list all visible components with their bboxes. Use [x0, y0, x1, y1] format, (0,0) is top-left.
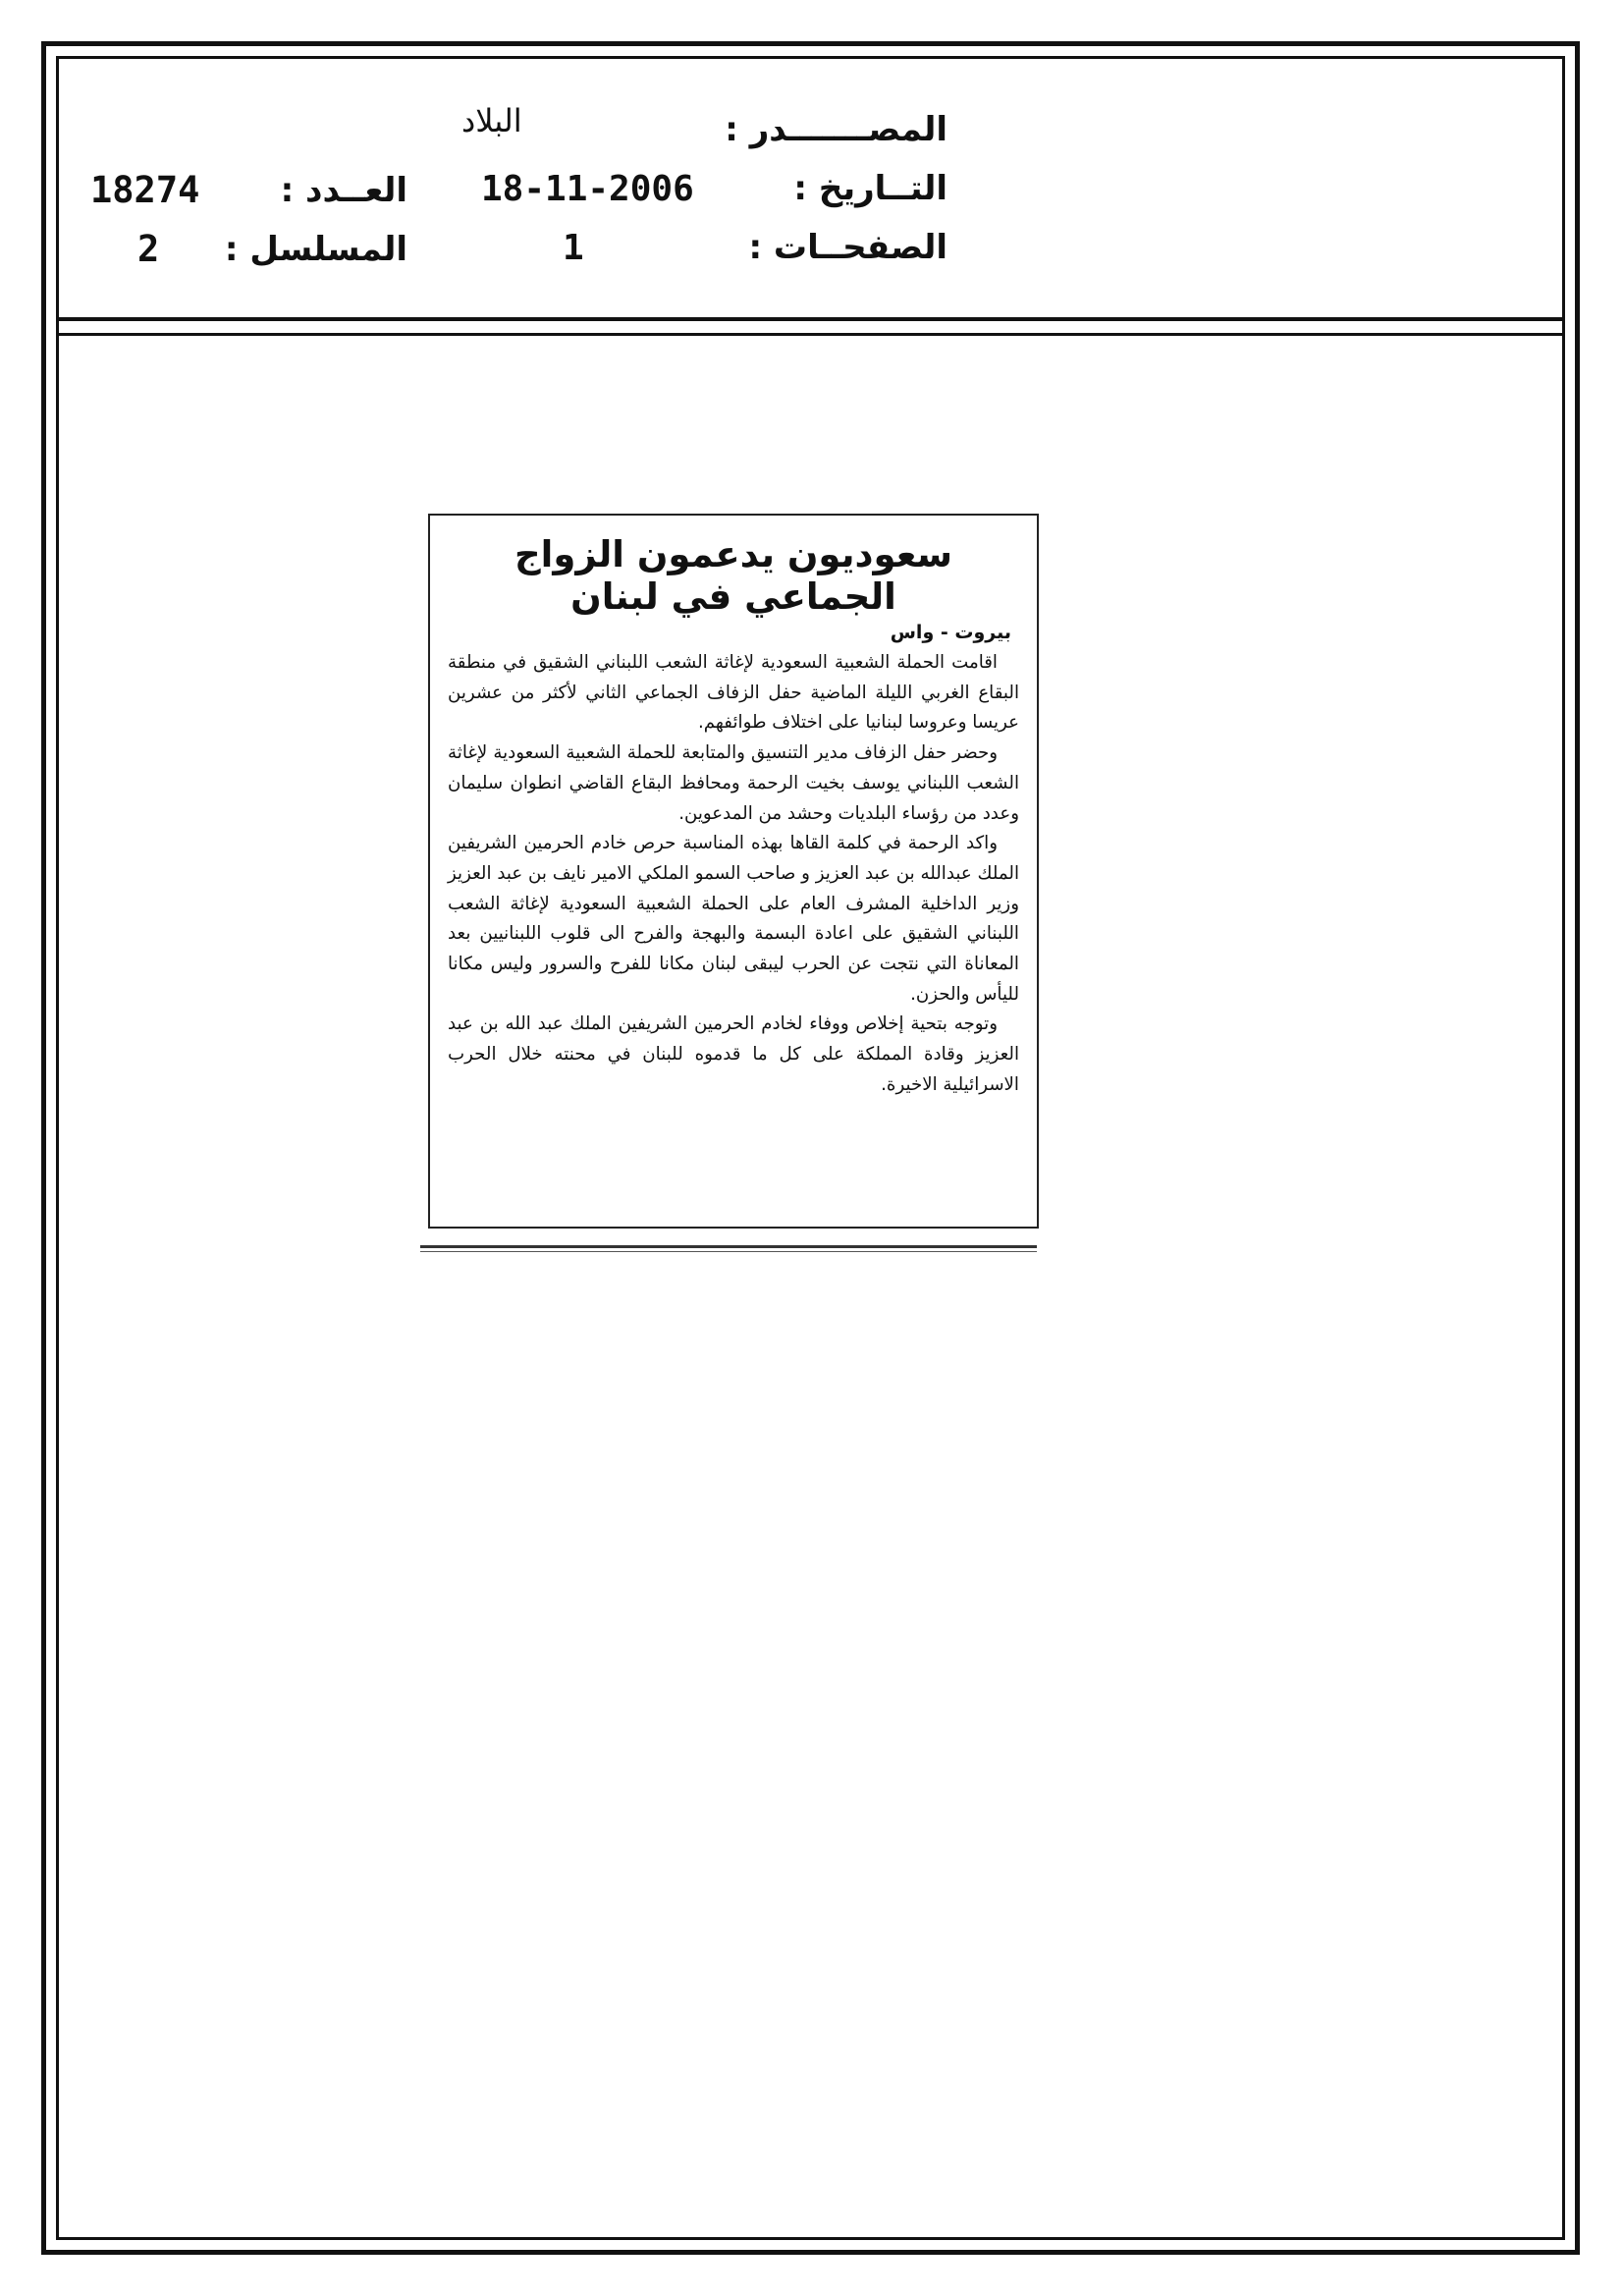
clipping-paragraph: وحضر حفل الزفاف مدير التنسيق والمتابعة للحملة الشعبية السعودية لإغاثة الشعب اللبناني يوسف بخيت الرحمة ومحافظ البقاع القاضي انطوان سليمان وعدد من رؤساء البلديات وحشد من المدعوين.	[448, 742, 1019, 824]
clipping-bottom-rule	[420, 1245, 1037, 1248]
date-label: التــاريخ :	[793, 169, 947, 208]
serial-value: 2	[137, 228, 160, 270]
issue-value: 18274	[90, 169, 200, 211]
header-divider	[56, 317, 1565, 321]
clipping-body	[448, 648, 1019, 1101]
clipping-paragraph: اقامت الحملة الشعبية السعودية لإغاثة الشعب اللبناني الشقيق في منطقة البقاع الغربي الليلة الماضية حفل الزفاف الجماعي الثاني لأكثر من عشرين عريسا وعروسا لبنانيا على اختلاف طوائفهم.	[448, 652, 1019, 734]
clipping-paragraph: وتوجه بتحية إخلاص ووفاء لخادم الحرمين الشريفين الملك عبد الله بن عبد العزيز وقادة المملكة على كل ما قدموه للبنان في محنته خلال الحرب الاسرائيلية الاخيرة.	[448, 1013, 1019, 1095]
date-value: 18-11-2006	[481, 169, 694, 209]
issue-label: العــدد :	[280, 171, 407, 210]
header-divider-inner	[56, 333, 1565, 336]
clipping-title: سعوديون يدعمون الزواج الجماعي في لبنان	[514, 533, 952, 618]
clipping-paragraph: واكد الرحمة في كلمة القاها بهذه المناسبة حرص خادم الحرمين الشريفين الملك عبدالله بن عبد العزيز و صاحب السمو الملكي الامير نايف بن عبد العزيز وزير الداخلية المشرف العام على الحملة الشعبية السعودية لإغاثة الشعب اللبناني الشقيق على اعادة البسمة والبهجة والفرح الى قلوب اللبنانيين بعد المعاناة التي نتجت عن الحرب ليبقى لبنان مكانا للفرح والسرور وليس مكانا لليأس والحزن.	[448, 833, 1019, 1005]
pages-label: الصفحــات :	[748, 228, 947, 267]
source-value: البلاد	[461, 102, 522, 139]
pages-value: 1	[563, 228, 584, 268]
serial-label: المسلسل :	[224, 230, 407, 269]
clipping-byline: بيروت - واس	[890, 622, 1011, 643]
newspaper-clipping	[428, 514, 1039, 1229]
source-label: المصـــــــدر :	[725, 110, 947, 149]
clipping-bottom-rule-thin	[420, 1251, 1037, 1252]
